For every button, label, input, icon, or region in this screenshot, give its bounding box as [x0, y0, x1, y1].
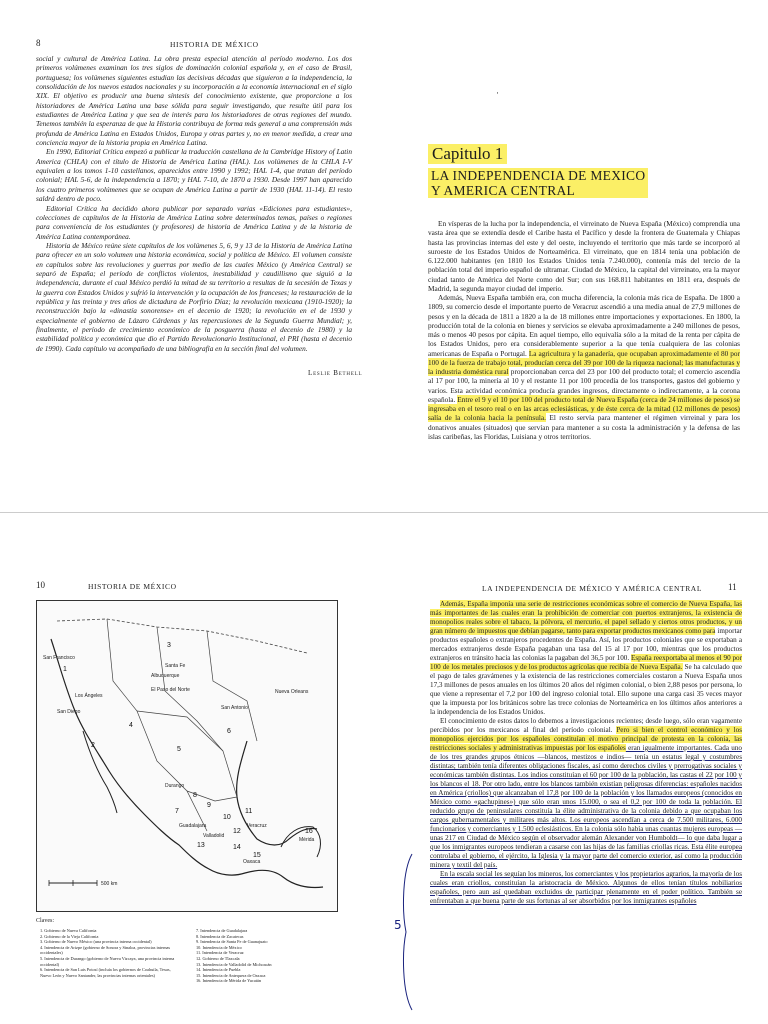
page-number: 8 — [36, 38, 41, 48]
region-number: 16 — [305, 828, 313, 835]
highlighted-text: Además, España imponía una serie de restricciones económicas sobre el comercio de Nueva España, las más importantes de las cuales eran la prohibición de comerciar con puertos extranjeros, la existencia de monopolios reales sobre el tabaco, la pólvora, el mercurio, el papel sellado y ciertos otros productos, y un gran número de impuestos que debían pagarse, tanto para exportar productos mexicanos como para — [430, 600, 742, 635]
city-label: Valladolid — [203, 833, 225, 839]
region-number: 13 — [197, 842, 205, 849]
key-item: 3. Gobierno de Nuevo México (una provincia interna occidental) — [40, 939, 152, 945]
region-number: 15 — [253, 852, 261, 859]
running-head: HISTORIA DE MÉXICO — [170, 40, 259, 49]
region-number: 8 — [193, 792, 197, 799]
paragraph — [428, 293, 740, 441]
underlined-text: En la escala social les seguían los mineros, los comerciantes y los propietarios agrarios, la mayoría de los cuales eran criollos, constituían la aristocracia de México. Algunos de ellos tenían títulos nobiliarios españoles, pero aun así quedaban excluidos de participar plenamente en el poder político. También se enfrentaban a que buena parte de sus fortunas al ser absorbidos por los inmigrantes españoles — [430, 870, 742, 905]
baja-california — [83, 731, 117, 813]
key-item: 11. Intendencia de Veracruz — [196, 950, 244, 956]
running-head: LA INDEPENDENCIA DE MÉXICO Y AMÉRICA CENTRAL — [482, 584, 703, 593]
region-number: 10 — [223, 814, 231, 821]
region-number: 7 — [175, 808, 179, 815]
text-run: Se ha calculado que el pago de tales gravámenes y la existencia de las restricciones comerciales costaron a Nueva España unos 17,3 millones de pesos anuales en los últimos 20 años del régimen colonial, o bien 2,88 pesos por persona, lo que viene a representar el 7,2 por 100 del ingreso colonial total. Ello supone una carga casi 35 veces mayor que la impuesta por los británicos sobre las trece colonias de Norteamérica en los últimos años anteriores a la independencia de los Estados Unidos. — [430, 663, 742, 716]
running-head: HISTORIA DE MÉXICO — [88, 582, 177, 591]
key-item: 16. Intendencia de Mérida de Yucatán — [196, 978, 261, 984]
page-8 — [0, 0, 384, 512]
border-north — [57, 619, 307, 653]
city-label: Guadalajara — [179, 823, 207, 829]
city-label: Santa Fe — [165, 663, 186, 669]
chapter-label: Capitulo 1 — [428, 144, 507, 164]
paragraph: En vísperas de la lucha por la independencia, el virreinato de Nueva España (México) comprendía una vasta área que se extendía desde el Caribe hasta el Pacífico y desde la frontera de Guatemala y Chiapas hasta las provincias internas del este y del oeste, incluyendo el territorio que más tarde se incorporó al suroeste de los Estados Unidos de Norteamérica. El virreinato, que en 1814 tenía una población de 6.122.000 habitantes (en 1810 los Estados Unidos tenía 7.240.000), contenía más del tercio de la población total del imperio español de ultramar. Ciudad de México, la capital del virreinato, era la mayor ciudad tanto de América del Norte como del Sur; con sus 168.811 habitantes en 1811 era, después de Madrid, la segunda mayor ciudad del imperio. — [428, 219, 740, 293]
paragraph — [430, 600, 742, 717]
bracket-mark — [396, 852, 414, 1012]
key-item: 9. Intendencia de Santa Fe de Guanajuato — [196, 939, 268, 945]
internal-boundary — [137, 711, 223, 751]
text-run: El conocimiento de estos datos lo debemos a investigaciones recientes; desde luego, sólo eran vagamente percibidos por los mexicanos al final del período colonial. — [430, 717, 742, 734]
paragraph — [430, 870, 742, 906]
text-run: importar productos españoles o extranjeros procedentes de España. Así, los productos coloniales que se exportaban a mercados extranjeros desde España pagaban una tasa del 15 al 17 por 100, mientras que los productos extranjeros en tránsito hacia las colonias la pagaban del 36,5 por 100. — [430, 627, 743, 662]
city-label: Albuquerque — [151, 673, 180, 679]
key-item: 14. Intendencia de Puebla — [196, 967, 241, 973]
paragraph: social y cultural de América Latina. La obra presta especial atención al período moderno. Los dos primeros volúmenes examinan los tres siglos de dominación colonial española y, en el caso de Brasil, portuguesa; los volúmenes siguientes estudian las decisivas décadas que siguieron a la independencia, la consolidación de los nuevos estados nacionales y su incorporación a la economía internacional en el siglo XIX. El objetivo es producir una buena síntesis del conocimiento existente, que proporcione a los historiadores de América Latina una base sólida para seguir investigando, que resulte útil para los estudiantes de América Latina y que sea de interés para los historiadores de otras regiones del mundo. Tenemos también la esperanza de que la Historia contribuya de forma más general a una comprensión más profunda de América Latina en Estados Unidos, Europa y otras partes y, no en menor medida, a crear una conciencia mayor de la historia propia en América Latina. — [36, 54, 352, 148]
page-11 — [384, 512, 768, 1024]
key-item: 7. Intendencia de Guadalajara — [196, 928, 248, 933]
paragraph — [430, 717, 742, 870]
city-label: Los Ángeles — [75, 693, 103, 699]
key-item: 5. Intendencia de Durango (gobierno de Nueva Vizcaya, una provincia interna occidental) — [40, 955, 175, 967]
city-label: Nueva Orleans — [275, 689, 309, 695]
highlighted-text: Entre el 9 y el 10 por 100 del producto total de Nueva España (cerca de 24 millones de pesos) se ingresaba en el tesoro real o en las arcas eclesiásticas, y de éste cerca de la mitad (12 millones de pesos) salía de la colonia hacia la península. — [428, 394, 740, 423]
page-10 — [0, 512, 384, 1024]
preface-text — [36, 54, 352, 353]
key-item: 12. Gobierno de Tlaxcala — [196, 955, 240, 961]
highlighted-text: La agricultura y la ganadería, que ocupaban aproximadamente el 80 por 100 de la fuerza de trabajo total, producían cerca del 39 por 100 de la riqueza nacional; las manufacturas y la industria doméstica rural — [428, 348, 740, 376]
city-label: El Paso del Norte — [151, 687, 190, 693]
chapter-text — [430, 600, 742, 906]
underlined-text: eran igualmente importantes. Cada uno de los tres grandes grupos étnicos —blancos, mestizos e indios— tenía un estatus legal y costumbres distintas; también tenía diferentes obligaciones fiscales, así como derechos civiles y prerrogativas sociales y económicas también distintas. Los indios constituían el 60 por 100 de la población, las castas el 22 por 100 y los blancos el 18. Por otro lado, entre los blancos también existían peligrosas diferencias: españoles nacidos en América (criollos) que alcanzaban el 17,8 por 100 de la población y los llamados europeos (conocidos en México como «gachupines») que sólo eran unos 15.000, o sea el 0,2 por 100 de toda la población. El reducido grupo de peninsulares constituía la élite administrativa de la colonia debido a que ocupaban los cargos gubernamentales y militares más altos. Los europeos ascendían a cerca de 7.500 militares, 6.000 funcionarios y comerciantes y 1.500 eclesiásticos. En la colonia sólo había unas cuantas mujeres europeas —unas 217 en Ciudad de México según el observador alemán Alexander von Humboldt— lo que daba lugar a que los inmigrantes europeos tendieran a casarse con las hijas de las familias criollas ricas. Esta élite europea controlaba el gobierno, el ejército, la Iglesia y la mayor parte del comercio exterior, así como la producción minera y textil del país. — [430, 744, 742, 869]
chapter-title-line: LA INDEPENDENCIA DE MEXICO — [431, 168, 646, 183]
page-mark: · — [496, 88, 499, 98]
paragraph: Editorial Crítica ha decidido ahora publicar por separado varias «Ediciones para estudiantes», colecciones de capítulos de la Historia de América Latina sobre determinados temas, países o regiones para conveniencia de los estudiantes (y profesores) de historia de América Latina y de la historia de América Latina contemporánea. — [36, 203, 352, 241]
text-run: proporcionaban cerca del 23 por 100 del producto total; el comercio ascendía al 17 por 100, la minería al 10 y el restante 11 por 100 procedía de los transportes, gastos del gobierno y varios. Esta actividad económica producía grandes ingresos, directamente o indirectamente, a la corona española. — [428, 367, 740, 404]
region-number: 1 — [63, 666, 67, 673]
city-label: San Antonio — [221, 705, 248, 711]
text-run: El resto servía para mantener el régimen virreinal y para los donativos anuales (situados) que servían para mantener a su costa la administración y la defensa de las islas caribeñas, las Floridas, Luisiana y otros territorios. — [428, 413, 740, 441]
map — [36, 600, 338, 912]
map-key-right — [196, 928, 336, 984]
paragraph: En 1990, Editorial Crítica empezó a publicar la traducción castellana de la Cambridge History of Latin America (CHLA) con el título de Historia de América Latina (HAL). Los volúmenes de la CHLA I-V equivalen a los tomos 1-10 castellanos, aparecidos entre 1990 y 1992; HAL 1-4, que tratan del período colonial; HAL 5-6, de la independencia a 1870; y HAL 7-10, de 1870 a 1930. Desde 1997 han aparecido los cuatro primeros volúmenes que se ocupan de América Latina a partir de 1930 (HAL 11-14). El resto saldrá dentro de poco. — [36, 147, 352, 204]
page-number: 10 — [36, 580, 45, 590]
internal-boundary — [157, 627, 237, 797]
city-label: San Francisco — [43, 655, 75, 661]
region-number: 5 — [177, 746, 181, 753]
map-drawing — [37, 601, 337, 911]
key-item: 4. Intendencia de Arizpe (gobierno de Sonora y Sinaloa, provincias internas occidentales) — [40, 944, 171, 956]
key-item: 13. Intendencia de Valladolid de Michoacán — [196, 961, 272, 967]
region-number: 12 — [233, 828, 241, 835]
text-run: Además, Nueva España también era, con mucha diferencia, la colonia más rica de España. De 1800 a 1809, su comercio desde el importante puerto de Veracruz ascendió a una media anual de 27,9 millones de pesos y en la década de 1811 a 1820 a la de 18 millones entre importaciones y exportaciones. En 1800, la producción total de la colonia en bienes y servicios se elevaba aproximadamente a 240 millones de pesos, más o menos 40 pesos por cápita. En aquel tiempo, ello equivalía sólo a la mitad de la renta per cápita de los Estados Unidos, pero era considerablemente superior a la que tenía cualquiera de las colonias americanas de España o Portugal. — [428, 293, 740, 358]
region-number: 9 — [207, 802, 211, 809]
region-number: 6 — [227, 728, 231, 735]
internal-boundary — [107, 619, 207, 831]
coastline — [51, 639, 323, 888]
signature: Leslie Bethell — [308, 369, 363, 377]
key-item: 8. Intendencia de Zacatecas — [196, 933, 244, 939]
chapter-text — [428, 219, 740, 441]
margin-number: 5 — [394, 918, 402, 932]
key-item: 2. Gobierno de la Vieja California — [40, 933, 99, 939]
city-label: Oaxaca — [243, 859, 261, 865]
paragraph: Historia de México reúne siete capítulos de los volúmenes 5, 6, 9 y 13 de la Historia de América Latina para ofrecer en un solo volumen una historia económica, social y política de México. El volumen consiste en capítulos sobre las revoluciones y guerras por medio de las cuales México (y América Central) se separó de España; el período de conflictos violentos, inestabilidad y caudillismo que siguió a la independencia, durante el cual México perdió la mitad de su territorio a resultas de la secesión de Texas y la guerra con Estados Unidos y sufrió la intervención y la ocupación de los franceses; la restauración de la república y las treinta y tres años de dictadura de Porfirio Díaz; la revolución mexicana (1910-1920); la reconstrucción bajo la «dinastía sonorense» en el decenio de 1920; la revolución en el de 1930 y especialmente el gobierno de Lázaro Cárdenas y las repercusiones de la Segunda Guerra Mundial; y, finalmente, el período de crecimiento económico de la posguerra (hasta el decenio de 1980) y la estabilidad política y económica que dio el Partido Revolucionario Institucional, el PRI (hasta el decenio de 1990). Cada capítulo va acompañado de una bibliografía en la sección final del volumen. — [36, 240, 352, 353]
scale-label: 500 km — [101, 881, 118, 887]
highlighted-text: España reexportaba al menos el 90 por 100 de los metales preciosos y de los productos agrícolas que recibía de Nueva España. — [430, 654, 742, 671]
region-number: 2 — [91, 742, 95, 749]
city-label: Mérida — [299, 837, 315, 843]
map-key-title: Claves: — [36, 918, 54, 924]
chapter-title-line: Y AMERICA CENTRAL — [431, 183, 576, 198]
key-item: 6. Intendencia de San Luis Potosí (incluía los gobiernos de Coahuila, Texas, Nuevo León y Nuevo Santander, las provincias internas orientales) — [40, 967, 171, 978]
region-number: 14 — [233, 844, 241, 851]
region-number: 11 — [245, 808, 253, 815]
region-number: 3 — [167, 642, 171, 649]
page-9 — [384, 0, 768, 512]
margin-annotation — [396, 852, 414, 1012]
city-label: Veracruz — [247, 823, 267, 829]
page-number: 11 — [728, 582, 737, 592]
city-label: San Diego — [57, 709, 81, 715]
internal-boundary — [207, 631, 257, 741]
chapter-title — [428, 168, 648, 198]
key-item: 15. Intendencia de Antequera de Oaxaca — [196, 972, 266, 978]
key-item: 1. Gobierno de Nueva California — [40, 928, 97, 933]
city-label: Durango — [165, 783, 185, 789]
region-number: 4 — [129, 722, 133, 729]
highlighted-text: Pero si bien el control económico y los monopolios ejercidos por los españoles constituían el motivo principal de protesta en la colonia, las restricciones sociales y administrativas impuestas por los españoles — [430, 726, 742, 752]
map-key-left — [40, 928, 180, 978]
key-item: 10. Intendencia de México — [196, 944, 242, 950]
